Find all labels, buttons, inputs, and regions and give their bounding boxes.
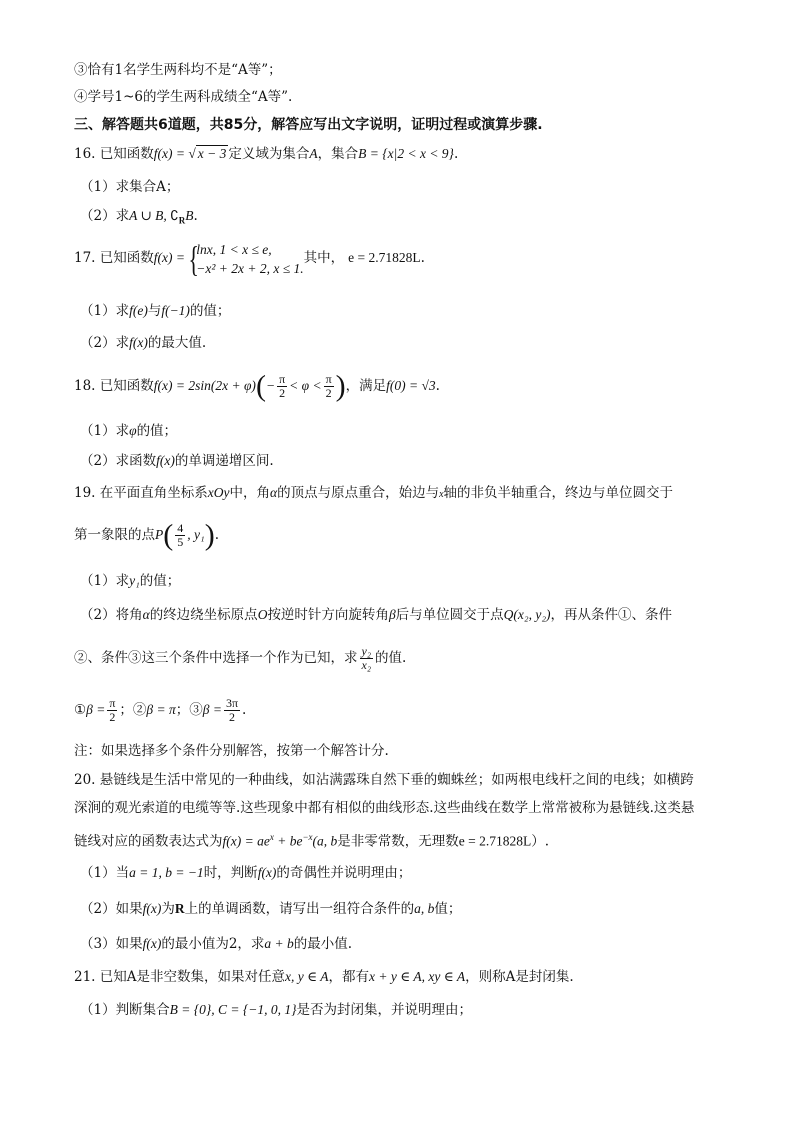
question-16-part-1: （1）求集合A；	[80, 179, 180, 195]
question-18: 18. 已知函数f(x) = 2sin(2x + φ)(− $\frac{\pi}{2}$ < φ < $\frac{\pi}{2}$ )，满足f(0) = √3.	[74, 369, 440, 403]
condition-4: ④学号1~6的学生两科成绩全“A等”.	[74, 89, 293, 105]
question-21: 21. 已知A是非空数集，如果对任意x, y ∈ A，都有x + y ∈ A, xy ∈ A，则称A是封闭集.	[74, 969, 574, 985]
question-17-part-2: （2）求f(x)的最大值.	[80, 335, 207, 351]
question-16-part-2: （2）求A ∪ B, $∁_RB$.	[80, 208, 198, 226]
note: 注：如果选择多个条件分别解答，按第一个解答计分.	[74, 743, 389, 759]
question-20-line-1: 20. 悬链线是生活中常见的一种曲线，如沾满露珠自然下垂的蜘蛛丝；如两根电线杆之间的电线；如横跨	[74, 772, 694, 788]
question-16: 16. 已知函数f(x) = √ x − 3 定义域为集合A，集合B = {x|2 < x < 9}.	[74, 146, 459, 162]
question-20-part-1: （1）当a = 1, b = −1时，判断f(x)的奇偶性并说明理由；	[80, 865, 412, 881]
question-19-line-3: ②、条件③这三个条件中选择一个作为已知，求 $\frac{\text{y₂}}{\text{x₂}}$ 的值.	[74, 644, 407, 672]
question-20-part-2: （2）如果f(x)为R上的单调函数，请写出一组符合条件的a, b值；	[80, 901, 462, 917]
question-19-part-2: （2）将角α的终边绕坐标原点O按逆时针方向旋转角β后与单位圆交于点Q(x₂, y₂)，再从条件①、条件	[80, 607, 673, 623]
question-18-part-1: （1）求φ的值；	[80, 423, 178, 439]
question-19-options: ①β = $\frac{\pi}{2}$ ；②β = π；③β = $\frac{3\pi}{2}$ .	[74, 696, 247, 724]
question-19-part-1: （1）求y₁的值；	[80, 573, 181, 589]
question-17: 17. 已知函数f(x) ={ lnx, 1 < x ≤ e, −x² + 2x + 2, x ≤ 1. 其中， e = 2.71828L.	[74, 238, 425, 279]
question-20-part-3: （3）如果f(x)的最小值为2，求a + b的最小值.	[80, 936, 353, 952]
section-3-heading: 三、解答题共6道题，共85分，解答应写出文字说明，证明过程或演算步骤.	[74, 117, 543, 133]
question-20-line-3: 链线对应的函数表达式为$f(x) = ae^x + be^{-x}(a$, b是非零常数，无理数e = 2.71828L）.	[74, 832, 550, 850]
question-21-part-1: （1）判断集合B = {0}, C = {−1, 0, 1}是否为封闭集，并说明理由；	[80, 1002, 473, 1018]
question-19-line-2: 第一象限的点P( $\frac{4}{5}$ , y₁).	[74, 518, 219, 552]
question-20-line-2: 深涧的观光索道的电缆等等.这些现象中都有相似的曲线形态.这些曲线在数学上常常被称为悬链线.这类悬	[74, 800, 695, 816]
question-18-part-2: （2）求函数f(x)的单调递增区间.	[80, 453, 274, 469]
question-19: 19. 在平面直角坐标系xOy中，角α的顶点与原点重合，始边与x轴的非负半轴重合，终边与单位圆交于	[74, 485, 674, 501]
condition-3: ③恰有1名学生两科均不是“A等”；	[74, 62, 282, 78]
question-17-part-1: （1）求f(e)与f(−1)的值；	[80, 303, 231, 319]
